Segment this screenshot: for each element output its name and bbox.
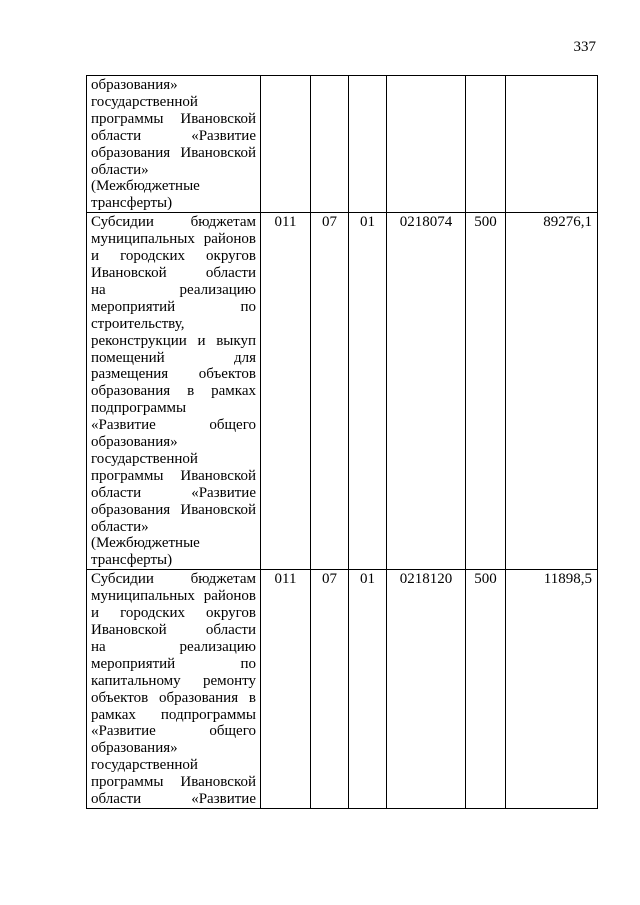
- description-line: государственной: [91, 93, 198, 110]
- description-word: программы: [91, 110, 164, 127]
- description-line: [91, 673, 256, 690]
- description-word: мероприятий: [91, 655, 176, 672]
- budget-table: [86, 75, 598, 809]
- description-word: и: [91, 605, 100, 622]
- description-word: Ивановской: [91, 264, 167, 281]
- description-word: выкуп: [216, 332, 256, 349]
- description-line: [91, 111, 256, 128]
- description-line: образования»: [91, 740, 178, 757]
- description-word: реализацию: [179, 638, 256, 655]
- description-line: области»: [91, 161, 149, 178]
- amount-cell: 11898,5: [506, 570, 598, 809]
- description-word: области: [91, 127, 142, 144]
- description-word: Ивановской: [180, 774, 256, 791]
- ministry-code-cell: [261, 76, 311, 213]
- target-code-cell: 0218120: [387, 570, 466, 809]
- description-word: районов: [203, 588, 256, 605]
- description-line: [91, 622, 256, 639]
- description-word: помещений: [91, 349, 165, 366]
- description-word: Ивановской: [180, 501, 256, 518]
- description-line: [91, 282, 256, 299]
- table-body: [87, 76, 598, 809]
- description-word: образования: [91, 383, 171, 400]
- description-word: «Развитие: [191, 484, 256, 501]
- description-word: в: [248, 689, 256, 706]
- description-line: [91, 588, 256, 605]
- description-line: [91, 723, 256, 740]
- table-row: [87, 213, 598, 570]
- description-word: Ивановской: [180, 110, 256, 127]
- description-word: реализацию: [179, 281, 256, 298]
- description-line: строительству,: [91, 315, 185, 332]
- description-line: [91, 214, 256, 231]
- description-word: реконструкции: [91, 332, 187, 349]
- description-line: [91, 656, 256, 673]
- description-cell: [87, 570, 261, 809]
- description-word: бюджетам: [190, 214, 256, 231]
- description-line: [91, 145, 256, 162]
- amount-cell: 89276,1: [506, 213, 598, 570]
- target-code-cell: [387, 76, 466, 213]
- expense-type-code-cell: 500: [466, 213, 506, 570]
- description-word: объектов: [91, 689, 149, 706]
- description-word: по: [240, 655, 256, 672]
- description-word: муниципальных: [91, 231, 195, 248]
- description-word: общего: [209, 723, 256, 740]
- description-word: Ивановской: [180, 467, 256, 484]
- description-word: на: [91, 281, 106, 298]
- description-word: районов: [203, 231, 256, 248]
- description-word: подпрограммы: [160, 706, 256, 723]
- description-word: Ивановской: [91, 622, 167, 638]
- description-word: в: [187, 383, 195, 400]
- description-line: [91, 690, 256, 707]
- description-line: [91, 605, 256, 622]
- description-line: [91, 468, 256, 485]
- description-line: трансферты): [91, 195, 173, 212]
- description-word: «Развитие: [191, 127, 256, 144]
- description-word: капитальному: [91, 672, 181, 689]
- description-cell: [87, 213, 261, 570]
- description-word: образования: [91, 501, 171, 518]
- description-line: [91, 248, 256, 265]
- description-word: области: [91, 484, 142, 501]
- description-word: рамках: [211, 383, 256, 400]
- expense-type-code-cell: [466, 76, 506, 213]
- description-line: [91, 128, 256, 145]
- description-word: «Развитие: [91, 417, 156, 434]
- description-line: [91, 231, 256, 248]
- description-word: по: [240, 298, 256, 315]
- section-code-cell: 07: [311, 213, 349, 570]
- description-word: Ивановской: [180, 144, 256, 161]
- description-word: городских: [120, 605, 186, 622]
- ministry-code-cell: 011: [261, 213, 311, 570]
- description-word: программы: [91, 774, 164, 791]
- description-line: [91, 502, 256, 519]
- description-line: [91, 350, 256, 367]
- description-word: общего: [209, 417, 256, 434]
- description-line: государственной: [91, 450, 198, 467]
- description-line: [91, 366, 256, 383]
- target-code-cell: 0218074: [387, 213, 466, 570]
- description-line: государственной: [91, 757, 198, 774]
- description-word: Субсидии: [91, 571, 154, 588]
- description-word: объектов: [198, 366, 256, 383]
- description-word: «Развитие: [91, 723, 156, 740]
- description-line: [91, 571, 256, 588]
- table-row: [87, 570, 598, 809]
- subsection-code-cell: 01: [349, 570, 387, 809]
- description-word: «Развитие: [191, 791, 256, 808]
- description-line: [91, 639, 256, 656]
- description-line: образования»: [91, 77, 178, 93]
- description-word: Субсидии: [91, 214, 154, 231]
- description-line: образования»: [91, 434, 178, 451]
- description-word: округов: [206, 605, 256, 622]
- description-word: ремонту: [202, 672, 256, 689]
- description-word: области: [205, 622, 256, 638]
- description-word: области: [205, 264, 256, 281]
- ministry-code-cell: 011: [261, 570, 311, 809]
- description-word: округов: [206, 248, 256, 265]
- description-line: [91, 417, 256, 434]
- subsection-code-cell: 01: [349, 213, 387, 570]
- description-word: области: [91, 791, 142, 808]
- section-code-cell: [311, 76, 349, 213]
- description-line: (Межбюджетные: [91, 535, 200, 552]
- page-number: 337: [573, 39, 596, 55]
- description-line: [91, 485, 256, 502]
- expense-type-code-cell: 500: [466, 570, 506, 809]
- table-row: [87, 76, 598, 213]
- description-line: [91, 707, 256, 724]
- description-line: [91, 299, 256, 316]
- description-line: [91, 791, 256, 808]
- description-word: программы: [91, 467, 164, 484]
- description-line: [91, 383, 256, 400]
- description-word: и: [197, 332, 206, 349]
- subsection-code-cell: [349, 76, 387, 213]
- description-word: городских: [120, 248, 186, 265]
- description-word: бюджетам: [190, 571, 256, 588]
- description-word: образования: [91, 144, 171, 161]
- description-line: [91, 333, 256, 350]
- description-line: (Межбюджетные: [91, 178, 200, 195]
- description-word: размещения: [91, 366, 169, 383]
- description-word: муниципальных: [91, 588, 195, 605]
- description-line: трансферты): [91, 552, 173, 569]
- description-word: на: [91, 638, 106, 655]
- description-cell: [87, 76, 261, 213]
- description-line: [91, 265, 256, 282]
- description-line: [91, 774, 256, 791]
- description-word: образования: [158, 689, 239, 706]
- description-word: рамках: [91, 706, 136, 723]
- description-word: и: [91, 248, 100, 265]
- description-word: мероприятий: [91, 298, 176, 315]
- description-word: для: [233, 349, 256, 366]
- description-line: подпрограммы: [91, 400, 187, 417]
- section-code-cell: 07: [311, 570, 349, 809]
- description-line: области»: [91, 518, 149, 535]
- amount-cell: [506, 76, 598, 213]
